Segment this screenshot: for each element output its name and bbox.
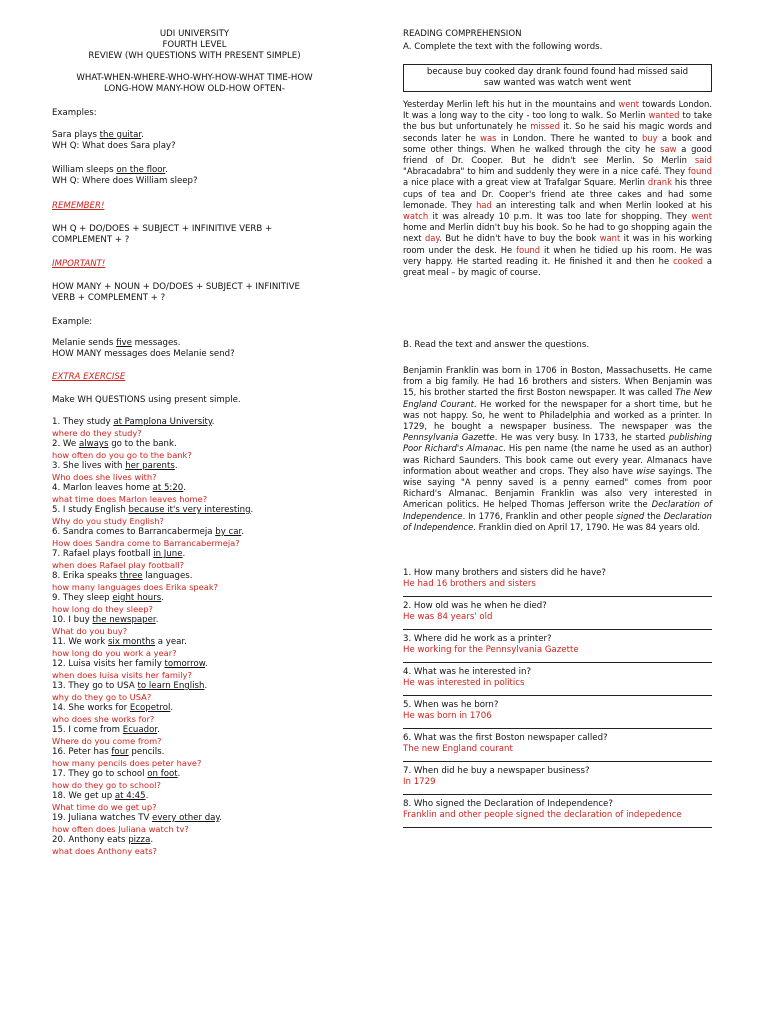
exercise-sentence: 1. They study at Pamplona University.: [52, 417, 215, 427]
exercise-item: [52, 659, 342, 681]
example-question: WH Q: Where does William sleep?: [52, 176, 198, 186]
filled-word: drank: [647, 177, 672, 188]
filled-word: said: [694, 155, 712, 166]
exercise-sentence: 2. We always go to the bank.: [52, 439, 177, 449]
exercise-answer: how often does Juliana watch tv?: [52, 824, 189, 834]
answer-text: The new England courant: [403, 744, 513, 754]
question-item: [403, 766, 712, 795]
remember-heading: REMEMBER!: [52, 201, 105, 211]
question-item: [403, 634, 712, 663]
word-bank-line-1: because buy cooked day drank found found had missed said: [426, 67, 689, 77]
question-text: 1. How many brothers and sisters did he have?: [403, 568, 606, 578]
exercise-answer: how many pencils does peter have?: [52, 758, 202, 768]
exercise-answer: where do they study?: [52, 428, 142, 438]
exercise-item: [52, 505, 342, 527]
question-item: [403, 733, 712, 762]
question-text: 4. What was he interested in?: [403, 667, 532, 677]
exercise-item: [52, 637, 342, 659]
filled-word: saw: [660, 143, 677, 154]
exercise-answer: how many languages does Erika speak?: [52, 582, 219, 592]
exercise-answer: when does luisa visits her family?: [52, 670, 192, 680]
answer-line: [403, 722, 712, 729]
exercise-sentence: 20. Anthony eats pizza.: [52, 835, 154, 845]
exercise-item: [52, 703, 342, 725]
exercise-answer: What time do we get up?: [52, 802, 157, 812]
exercise-answer: Why do you study English?: [52, 516, 164, 526]
exercise-answer: What do you buy?: [52, 626, 128, 636]
exercise-answer: what does Anthony eats?: [52, 846, 157, 856]
answer-text: In 1729: [403, 777, 436, 787]
answer-line: [403, 689, 712, 696]
example-1: [52, 130, 176, 152]
exercise-item: [52, 549, 342, 571]
exercise-answer: what time does Marlon leaves home?: [52, 494, 208, 504]
filled-word: buy: [641, 132, 658, 143]
exercise-answer: who does she works for?: [52, 714, 155, 724]
exercise-sentence: 6. Sandra comes to Barrancabermeja by car.: [52, 527, 244, 537]
wh-words-line-2: LONG-HOW MANY-HOW OLD-HOW OFTEN-: [104, 84, 285, 94]
answer-line: [403, 590, 712, 597]
example-question: WH Q: What does Sara play?: [52, 141, 176, 151]
example-sentence: Sara plays the guitar.: [52, 130, 144, 140]
filled-word: want: [599, 233, 621, 244]
question-text: 8. Who signed the Declaration of Independence?: [403, 799, 613, 809]
answer-line: [403, 821, 712, 828]
exercise-sentence: 16. Peter has four pencils.: [52, 747, 165, 757]
exercise-answer: how long do you work a year?: [52, 648, 177, 658]
answer-text: He was born in 1706: [403, 711, 492, 721]
wh-words-list: [52, 73, 337, 95]
exercise-answer: how long do they sleep?: [52, 604, 153, 614]
answer-text: He working for the Pennsylvania Gazette: [403, 645, 579, 655]
exercise-sentence: 5. I study English because it's very interesting.: [52, 505, 254, 515]
important-heading: IMPORTANT!: [52, 259, 106, 269]
rule-line-2: COMPLEMENT + ?: [52, 235, 130, 245]
exercise-item: [52, 571, 342, 593]
question-list: [403, 568, 712, 832]
exercise-sentence: 3. She lives with her parents.: [52, 461, 178, 471]
exercise-item: [52, 769, 342, 791]
merlin-passage: Yesterday Merlin left his hut in the mountains and went towards London. It was a long way to the city - too long to walk. So Merlin wanted to take the bus but unfortunately he missed it. So he said his magic words and seconds later he was in London. There he wanted to buy a book and some other things. When he walked through the city he saw a good friend of Dr. Cooper. But he didn't see Merlin. So Merlin said "Abracadabra" to him and suddenly they were in a nice café. They found a nice place with a great view at Trafalgar Square. Merlin drank his three cups of tea and Dr. Cooper's friend ate three cakes and had some lemonade. They had an interesting talk and when Merlin looked at his watch it was already 10 p.m. It was too late for shopping. They went home and Merlin didn't buy his book. So he had to go shopping again the next day. But he didn't have to buy the book want it was in his working room under the desk. He found it when he tidied up his room. He was very happy. He started reading it. He finished it and then he cooked a great meal – by magic of course.: [403, 99, 713, 278]
exercise-sentence: 13. They go to USA to learn English.: [52, 681, 208, 691]
exercise-answer: when does Rafael play football?: [52, 560, 185, 570]
italic-phrase: The New England Courant: [403, 387, 712, 409]
question-item: [403, 700, 712, 729]
exercise-sentence: 19. Juliana watches TV every other day.: [52, 813, 223, 823]
exercise-item: [52, 747, 342, 769]
exercise-sentence: 11. We work six months a year.: [52, 637, 187, 647]
review-title: REVIEW (WH QUESTIONS WITH PRESENT SIMPLE): [88, 51, 301, 61]
answer-text: He was interested in politics: [403, 678, 525, 688]
filled-word: watch: [403, 211, 429, 222]
exercise-item: [52, 461, 342, 483]
exercise-sentence: 9. They sleep eight hours.: [52, 593, 164, 603]
filled-word: missed: [530, 121, 560, 132]
filled-word: went: [618, 99, 640, 109]
exercise-item: [52, 527, 342, 549]
examples-label: Examples:: [52, 108, 97, 118]
question-text: 5. When was he born?: [403, 700, 499, 710]
example-2: [52, 165, 198, 187]
italic-phrase: wise: [636, 465, 656, 476]
exercise-item: [52, 615, 342, 637]
exercise-item: [52, 791, 342, 813]
example-question: HOW MANY messages does Melanie send?: [52, 349, 235, 359]
exercise-sentence: 7. Rafael plays football in June.: [52, 549, 186, 559]
university-name: UDI UNIVERSITY: [159, 29, 230, 39]
extra-exercise-heading: EXTRA EXERCISE: [52, 372, 126, 382]
word-bank-box: [403, 64, 712, 92]
rule-line-1: WH Q + DO/DOES + SUBJECT + INFINITIVE VERB +: [52, 224, 273, 234]
filled-word: cooked: [673, 255, 703, 266]
exercise-sentence: 15. I come from Ecuador.: [52, 725, 160, 735]
exercise-item: [52, 725, 342, 747]
answer-line: [403, 623, 712, 630]
rule-line-2: VERB + COMPLEMENT + ?: [52, 293, 166, 303]
remember-rule: [52, 224, 272, 246]
exercise-item: [52, 813, 342, 835]
filled-word: found: [516, 244, 541, 255]
italic-phrase: Declaration of Independence: [403, 499, 712, 521]
question-text: 3. Where did he work as a printer?: [403, 634, 552, 644]
example-3: [52, 338, 235, 360]
exercise-sentence: 18. We get up at 4:45.: [52, 791, 149, 801]
answer-text: He had 16 brothers and sisters: [403, 579, 536, 589]
question-item: [403, 799, 712, 828]
part-a-instruction: A. Complete the text with the following words.: [403, 42, 603, 52]
filled-word: was: [480, 132, 497, 143]
exercise-sentence: 14. She works for Ecopetrol.: [52, 703, 174, 713]
exercise-item: [52, 593, 342, 615]
answer-text: Franklin and other people signed the declaration of indepedence: [403, 810, 682, 820]
level-label: FOURTH LEVEL: [162, 40, 227, 50]
answer-line: [403, 755, 712, 762]
exercise-item: [52, 835, 342, 857]
word-bank-line-2: saw wanted was watch went went: [483, 78, 632, 88]
exercise-list: [52, 417, 342, 857]
exercise-item: [52, 483, 342, 505]
exercise-answer: why do they go to USA?: [52, 692, 152, 702]
question-text: 7. When did he buy a newspaper business?: [403, 766, 590, 776]
answer-text: He was 84 years' old: [403, 612, 493, 622]
question-item: [403, 601, 712, 630]
filled-word: wanted: [648, 110, 680, 121]
important-rule: [52, 282, 300, 304]
rule-line-1: HOW MANY + NOUN + DO/DOES + SUBJECT + INFINITIVE: [52, 282, 300, 292]
exercise-answer: how often do you go to the bank?: [52, 450, 192, 460]
question-item: [403, 568, 712, 597]
answer-line: [403, 788, 712, 795]
answer-line: [403, 656, 712, 663]
exercise-item: [52, 417, 342, 439]
example-sentence: William sleeps on the floor.: [52, 165, 169, 175]
part-b-instruction: B. Read the text and answer the questions.: [403, 340, 590, 350]
exercise-item: [52, 439, 342, 461]
exercise-item: [52, 681, 342, 703]
exercise-answer: Where do you come from?: [52, 736, 162, 746]
exercise-sentence: 17. They go to school on foot.: [52, 769, 181, 779]
exercise-sentence: 8. Erika speaks three languages.: [52, 571, 193, 581]
filled-word: found: [687, 166, 712, 177]
italic-phrase: publishing Poor Richard's Almanac: [403, 432, 712, 454]
filled-word: day: [424, 233, 440, 244]
example-label: Example:: [52, 317, 93, 327]
exercise-answer: how do they go to school?: [52, 780, 161, 790]
exercise-sentence: 12. Luisa visits her family tomorrow.: [52, 659, 208, 669]
question-item: [403, 667, 712, 696]
exercise-instruction: Make WH QUESTIONS using present simple.: [52, 395, 241, 405]
filled-word: had: [476, 199, 492, 210]
question-text: 6. What was the first Boston newspaper called?: [403, 733, 608, 743]
question-text: 2. How old was he when he died?: [403, 601, 547, 611]
exercise-answer: Who does she lives with?: [52, 472, 157, 482]
wh-words-line-1: WHAT-WHEN-WHERE-WHO-WHY-HOW-WHAT TIME-HOW: [76, 73, 313, 83]
reading-comprehension-title: READING COMPREHENSION: [403, 29, 522, 39]
filled-word: went: [691, 211, 712, 222]
italic-phrase: Pennsylvania Gazette: [403, 432, 495, 443]
italic-phrase: Declaration of Independence: [403, 510, 712, 532]
exercise-answer: How does Sandra come to Barrancabermeja?: [52, 538, 240, 548]
franklin-passage: Benjamin Franklin was born in 1706 in Boston, Massachusetts. He came from a big family. He had 16 brothers and sisters. When Benjamin was 15, his brother started the first Boston newspaper. It was called The New England Courant. He worked for the newspaper for a short time, but he was not happy. So, he went to Philadelphia and worked as a printer. In 1729, he bought a newspaper business. The newspaper was the Pennsylvania Gazette. He was very busy. In 1733, he started publishing Poor Richard's Almanac. His pen name (the name he used as an author) was Richard Saunders. This book came out every year. Almanacs have information about weather and crops. They also have wise sayings. The wise saying "A penny saved is a penny earned" comes from poor Richard's Almanac. Benjamin Franklin was also very interested in American politics. He helped Thomas Jefferson write the Declaration of Independence. In 1776, Franklin and other people signed the Declaration of Independence. Franklin died on April 17, 1790. He was 84 years old.: [403, 365, 713, 532]
document-header: [52, 29, 337, 62]
example-sentence: Melanie sends five messages.: [52, 338, 181, 348]
exercise-sentence: 4. Marlon leaves home at 5:20.: [52, 483, 186, 493]
exercise-sentence: 10. I buy the newspaper.: [52, 615, 159, 625]
italic-phrase: signed: [616, 510, 645, 521]
